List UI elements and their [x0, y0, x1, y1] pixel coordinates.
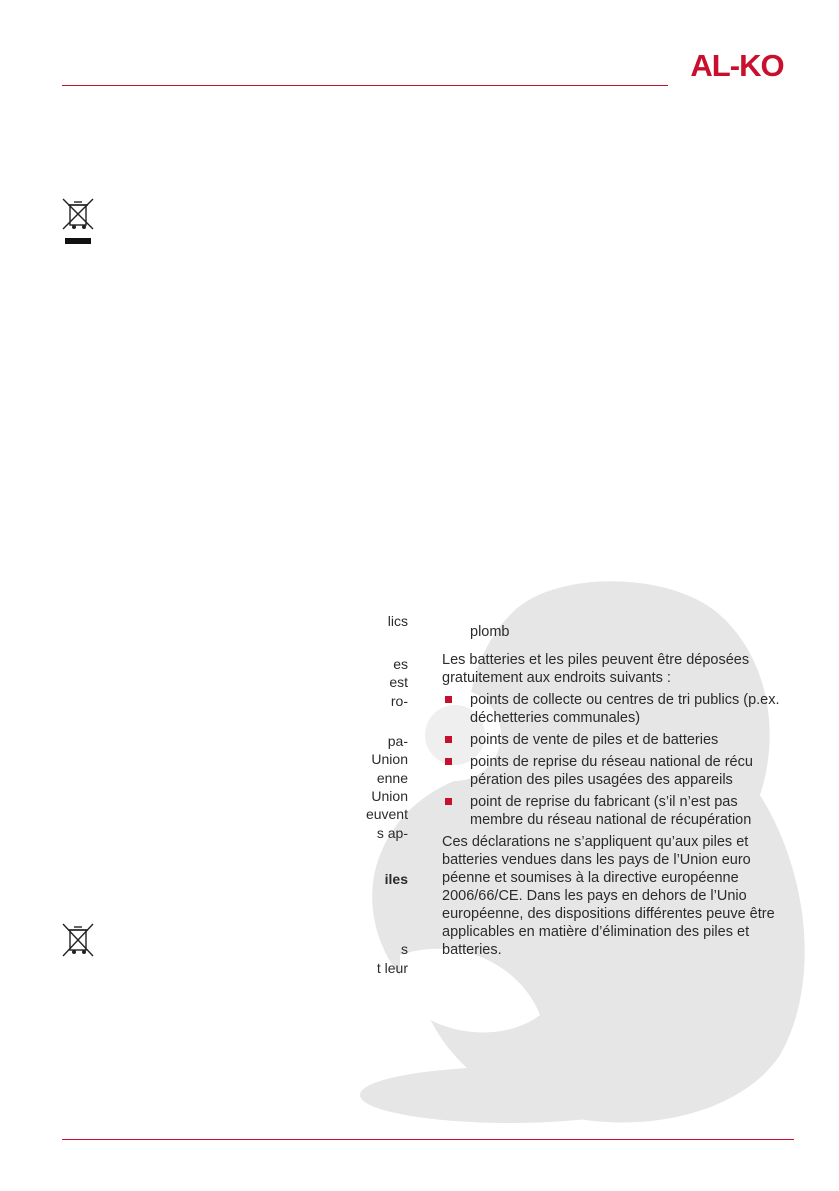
left-text-fragment: s — [401, 941, 408, 957]
left-text-fragment: euvent — [365, 806, 408, 822]
crossed-out-bin-icon — [60, 922, 96, 960]
left-text-fragment: Union — [371, 788, 408, 804]
left-text-fragment: pa- — [387, 733, 408, 749]
al-ko-logo — [678, 49, 796, 81]
list-item: points de reprise du réseau national de récu pération des piles usagées des appareils — [442, 753, 788, 789]
left-text-fragment: s ap- — [376, 825, 408, 841]
header-rule — [62, 85, 668, 86]
collection-points-list — [442, 691, 788, 829]
right-column — [442, 623, 788, 959]
left-text-fragment: enne — [376, 770, 408, 786]
intro-paragraph: Les batteries et les piles peuvent être déposées gratuitement aux endroits suivants : — [442, 652, 750, 686]
left-heading-fragment: iles — [384, 871, 408, 887]
left-text-fragment: es — [393, 656, 408, 672]
lead-text: plomb — [470, 624, 510, 640]
left-text-fragment: est — [389, 674, 408, 690]
left-text-fragment: Union — [371, 751, 408, 767]
crossed-out-bin-icon — [60, 197, 96, 247]
list-item: points de collecte ou centres de tri publics (p.ex. déchetteries communales) — [442, 691, 788, 727]
logo-text: AL-KO — [690, 49, 784, 81]
left-text-fragment: lics — [387, 613, 408, 629]
list-item: points de vente de piles et de batteries — [442, 731, 788, 749]
closing-paragraph: Ces déclarations ne s’appliquent qu’aux piles et batteries vendues dans les pays de l’Union euro péenne et soumises à la directive européenne 2006/66/CE. Dans les pays en dehors de l’Unio européenne, des dispositions différentes peuve être applicables en matière d’élimination des piles et batteries. — [442, 834, 775, 958]
list-item: point de reprise du fabricant (s’il n’est pas membre du réseau national de récupération — [442, 793, 788, 829]
left-text-fragment: ro- — [390, 693, 408, 709]
footer-rule — [62, 1139, 794, 1140]
left-text-fragment: t leur — [376, 960, 408, 976]
